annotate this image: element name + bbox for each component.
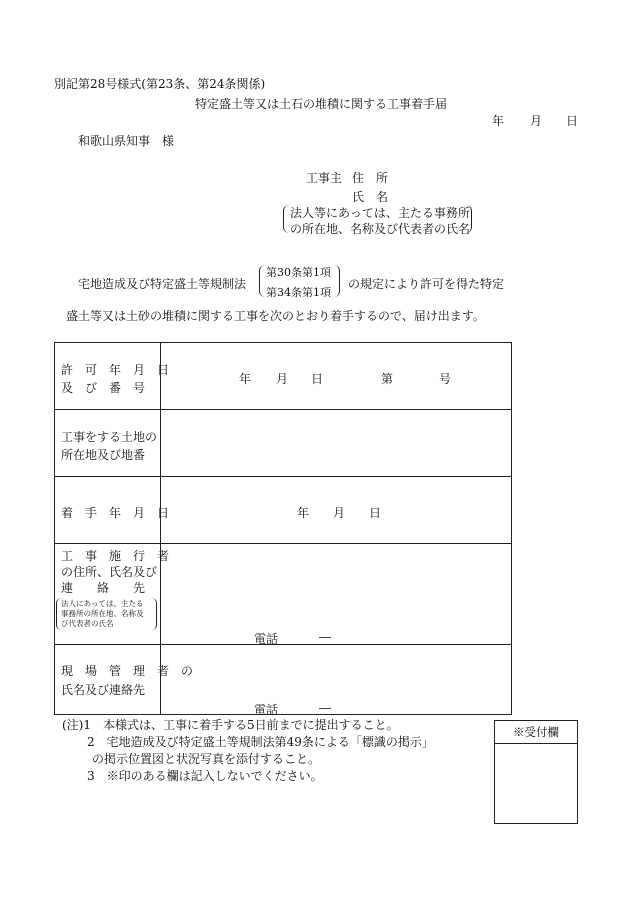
permit-label-2: 及 び 番 号 [61,381,146,395]
contractor-phone-label: 電話 [254,632,279,646]
manager-label-2: 氏名及び連絡先 [61,683,146,697]
permit-label-cell [55,343,170,410]
receipt-box [494,720,578,824]
permit-no: 第 [381,372,394,386]
manager-phone-label: 電話 [254,703,279,717]
article-left-brace [259,265,265,297]
notes [62,717,434,785]
contractor-note-1: 法人にあっては、主たる [61,599,144,608]
contractor-phone-dash: ― [319,630,331,644]
permit-year: 年 [239,372,252,386]
permit-label-1: 許 可 年 月 日 [61,363,170,377]
note-1: (注)1 本様式は、工事に着手する5日前までに提出すること。 [62,718,399,732]
manager-phone-dash: ― [319,701,331,715]
article-1: 第30条第1項 [266,266,331,279]
contractor-value-cell[interactable] [161,544,512,645]
row-site-manager [55,645,512,715]
statement-tail: の規定により許可を得た特定 [348,277,505,291]
notification-table [54,342,512,715]
law-name: 宅地造成及び特定盛土等規制法 [78,277,247,291]
start-month: 月 [333,506,346,520]
permit-go: 号 [439,372,452,386]
manager-value-cell[interactable] [161,645,512,715]
corporate-note-2: の所在地、名称及び代表者の氏名 [290,222,471,236]
start-year: 年 [297,506,310,520]
start-value-cell[interactable] [161,477,512,544]
location-label-1: 工事をする土地の [61,430,158,444]
receipt-label: ※受付欄 [495,721,577,744]
contractor-label-cell [55,544,170,645]
permit-day: 日 [311,372,324,386]
right-paren [466,205,472,233]
permit-month: 月 [276,372,289,386]
page-title: 特定盛土等又は土石の堆積に関する工事着手届 [195,97,448,111]
manager-label-cell [55,645,194,715]
form-id: 別記第28号様式(第23条、第24条関係) [54,77,266,91]
statement-line2: 盛土等又は土砂の堆積に関する工事を次のとおり着手するので、届け出ます。 [66,309,485,323]
contractor-label-1: 工 事 施 行 者 [61,549,170,563]
permit-value-cell[interactable] [161,343,512,410]
note-3: 3 ※印のある欄は記入しないでください。 [87,769,323,783]
manager-label-1: 現 場 管 理 者 の [61,664,194,678]
label-address: 住 所 [352,171,389,185]
location-value-cell[interactable] [161,410,512,477]
corporate-note-1: 法人等にあっては、主たる事務所 [290,206,470,220]
article-right-brace [334,265,340,297]
note-2: 2 宅地造成及び特定盛土等規制法第49条による「標識の掲示」 [87,735,434,749]
start-day: 日 [369,506,382,520]
contractor-note-3: び代表者の氏名 [61,619,114,628]
contractor-note-right-paren [152,598,157,630]
location-label-2: 所在地及び地番 [61,448,146,462]
start-label-cell [55,477,170,544]
row-location [55,410,512,477]
label-owner: 工事主 [306,171,343,185]
contractor-label-3: 連 絡 先 [61,581,146,595]
label-name: 氏 名 [352,190,389,204]
contractor-label-2: の住所、氏名及び [61,565,158,579]
row-contractor [55,544,512,645]
date-year: 年 [492,114,505,128]
addressee: 和歌山県知事 様 [78,134,175,148]
location-label-cell [55,410,161,477]
article-2: 第34条第1項 [266,286,331,299]
contractor-note-2: 事務所の所在地、名称及 [61,609,144,618]
row-start-date [55,477,512,544]
row-permit [55,343,512,410]
date-day: 日 [566,114,579,128]
note-2b: の掲示位置図と状況写真を添付すること。 [92,752,321,766]
date-month: 月 [530,114,543,128]
start-label: 着 手 年 月 日 [61,506,170,520]
left-paren [283,205,289,233]
